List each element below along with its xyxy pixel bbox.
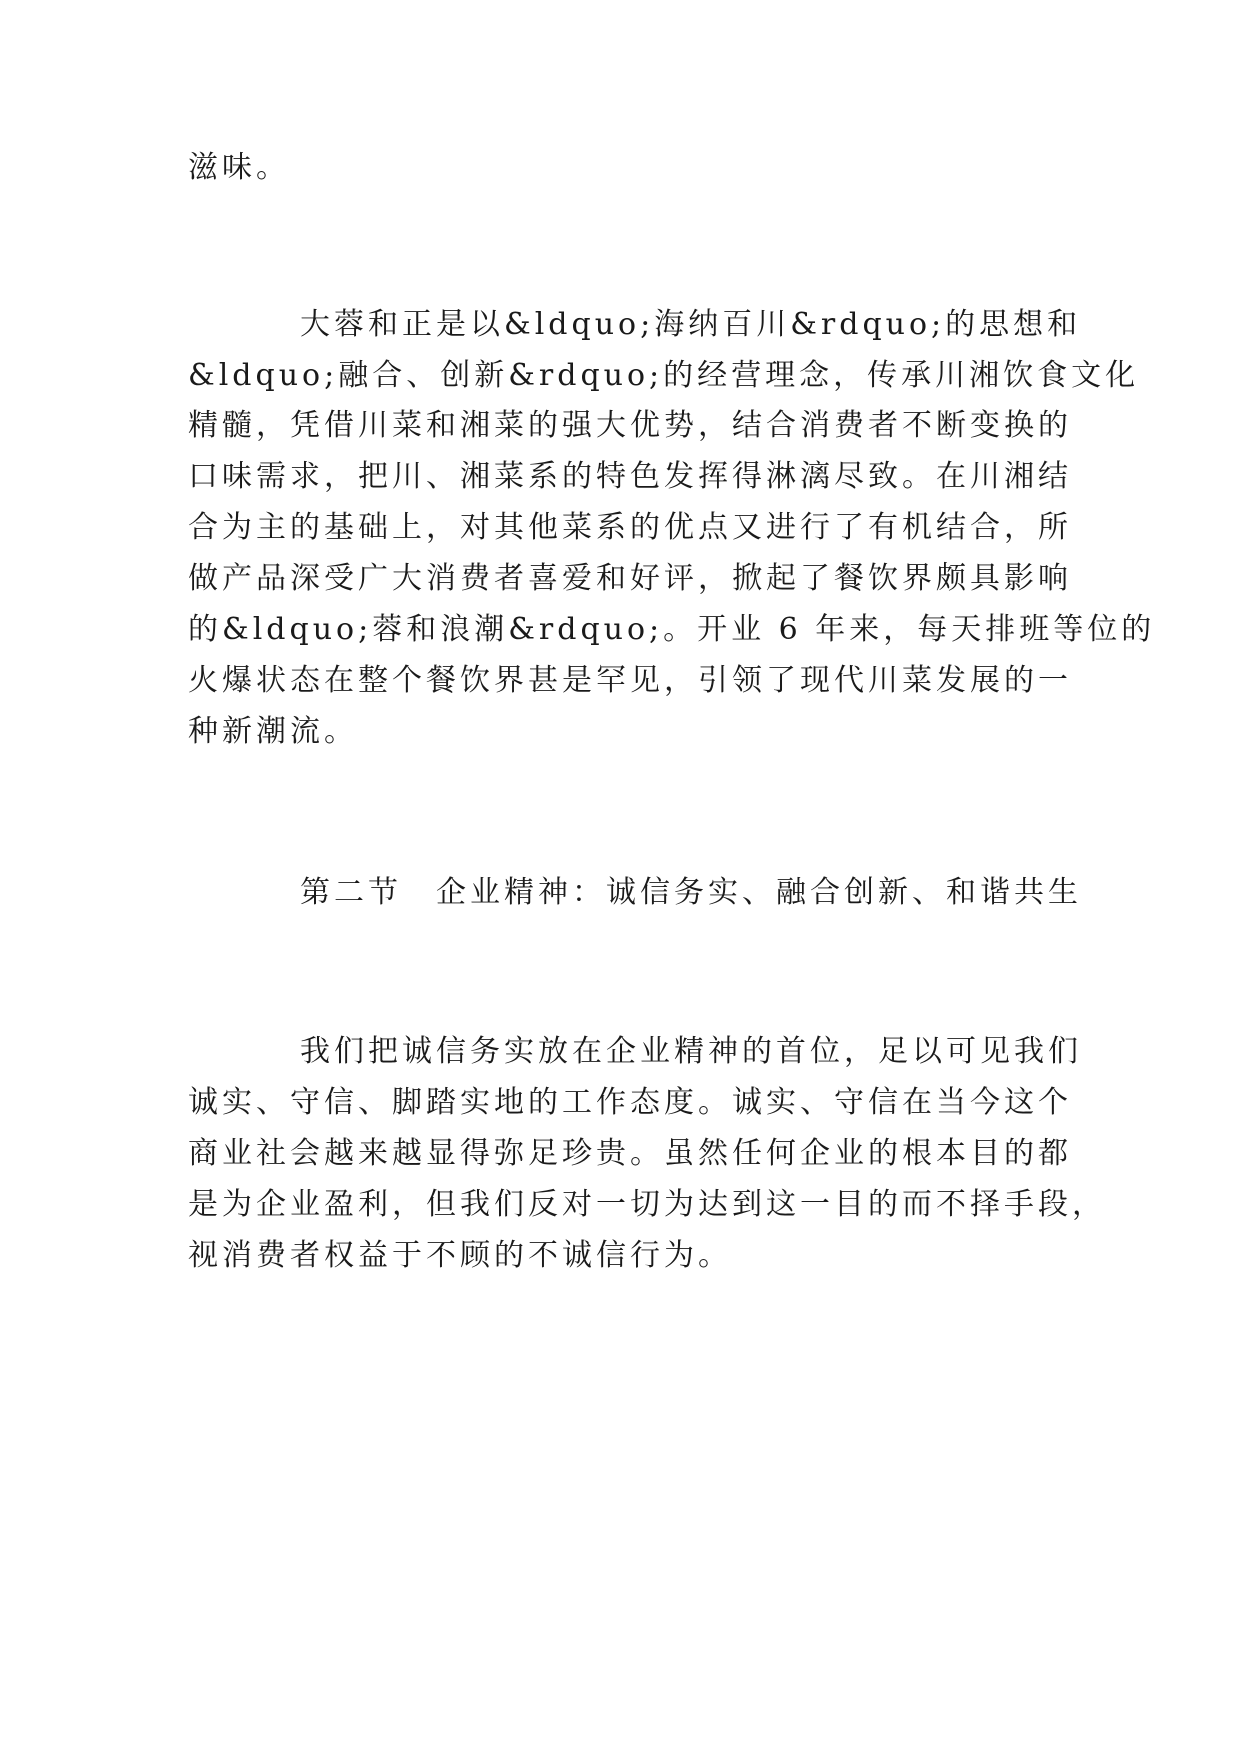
paragraph-1-line-1: 大蓉和正是以&ldquo;海纳百川&rdquo;的思想和 bbox=[300, 307, 1082, 342]
paragraph-2-line-5: 视消费者权益于不顾的不诚信行为。 bbox=[188, 1238, 732, 1273]
paragraph-2-line-3: 商业社会越来越显得弥足珍贵。虽然任何企业的根本目的都 bbox=[188, 1136, 1072, 1171]
fragment-line: 滋味。 bbox=[188, 150, 290, 185]
paragraph-2-line-2: 诚实、守信、脚踏实地的工作态度。诚实、守信在当今这个 bbox=[188, 1085, 1072, 1120]
section-heading: 第二节 企业精神：诚信务实、融合创新、和谐共生 bbox=[300, 875, 1082, 910]
paragraph-1-line-2: &ldquo;融合、创新&rdquo;的经营理念，传承川湘饮食文化 bbox=[188, 358, 1140, 393]
paragraph-1-line-6: 做产品深受广大消费者喜爱和好评，掀起了餐饮界颇具影响 bbox=[188, 561, 1072, 596]
paragraph-1-line-9: 种新潮流。 bbox=[188, 714, 358, 749]
paragraph-1-line-5: 合为主的基础上，对其他菜系的优点又进行了有机结合，所 bbox=[188, 510, 1072, 545]
paragraph-2-line-4: 是为企业盈利，但我们反对一切为达到这一目的而不择手段， bbox=[188, 1187, 1106, 1222]
paragraph-1-line-3: 精髓，凭借川菜和湘菜的强大优势，结合消费者不断变换的 bbox=[188, 408, 1072, 443]
paragraph-1-line-7: 的&ldquo;蓉和浪潮&rdquo;。开业 6 年来，每天排班等位的 bbox=[188, 612, 1156, 647]
paragraph-2-line-1: 我们把诚信务实放在企业精神的首位，足以可见我们 bbox=[300, 1034, 1082, 1069]
paragraph-1-line-4: 口味需求，把川、湘菜系的特色发挥得淋漓尽致。在川湘结 bbox=[188, 459, 1072, 494]
paragraph-1-line-8: 火爆状态在整个餐饮界甚是罕见，引领了现代川菜发展的一 bbox=[188, 663, 1072, 698]
